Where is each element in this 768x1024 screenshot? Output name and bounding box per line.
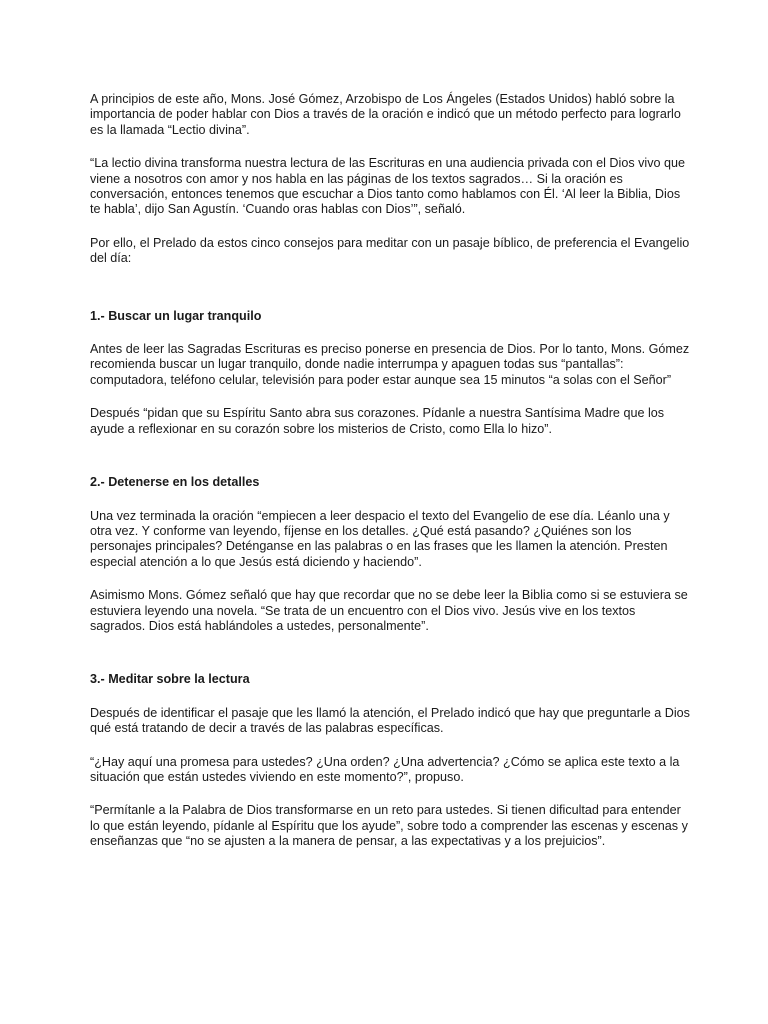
section-1-paragraph-1: Antes de leer las Sagradas Escrituras es preciso ponerse en presencia de Dios. Por lo tanto, Mons. Gómez recomienda buscar un lugar tranquilo, donde nadie interrumpa y apaguen todas sus “pantallas”: computadora, teléfono celular, televisión para poder estar aunque sea 15 minutos “a solas con el Señor” [90, 342, 690, 387]
section-2-paragraph-2: Asimismo Mons. Gómez señaló que hay que recordar que no se debe leer la Biblia como si se estuviera se estuviera leyendo una novela. “Se trata de un encuentro con el Dios vivo. Jesús vive en los textos sagrados. Dios está hablándoles a ustedes, personalmente”. [90, 588, 688, 633]
section-1-title: 1.- Buscar un lugar tranquilo [90, 308, 262, 323]
document-page [90, 92, 690, 868]
section-2-paragraph-1: Una vez terminada la oración “empiecen a leer despacio el texto del Evangelio de ese día. Léanlo una y otra vez. Y conforme van leyendo, fíjense en los detalles. ¿Qué está pasando? ¿Quiénes son los personajes principales? Deténganse en las palabras o en las frases que les llamen la atención. Presten especial atención a lo que Jesús está diciendo y haciendo”. [90, 508, 670, 569]
section-3-paragraph-2: “¿Hay aquí una promesa para ustedes? ¿Una orden? ¿Una advertencia? ¿Cómo se aplica este texto a la situación que están ustedes viviendo en este momento?”, propuso. [90, 754, 680, 784]
section-3-paragraph-1: Después de identificar el pasaje que les llamó la atención, el Prelado indicó que hay que preguntarle a Dios qué está tratando de decir a través de las palabras específicas. [90, 705, 690, 736]
intro-paragraph-3: Por ello, el Prelado da estos cinco consejos para meditar con un pasaje bíblico, de preferencia el Evangelio del día: [90, 235, 690, 266]
section-2-title: 2.- Detenerse en los detalles [90, 475, 260, 490]
intro-paragraph-1: A principios de este año, Mons. José Gómez, Arzobispo de Los Ángeles (Estados Unidos) habló sobre la importancia de poder hablar con Dios a través de la oración e indicó que un método perfecto para lograrlo es la llamada “Lectio divina”. [90, 92, 681, 137]
section-3-title: 3.- Meditar sobre la lectura [90, 672, 250, 687]
intro-paragraph-2: “La lectio divina transforma nuestra lectura de las Escrituras en una audiencia privada con el Dios vivo que viene a nosotros con amor y nos habla en las páginas de los textos sagrados… Si la oración es conversación, entonces tenemos que escuchar a Dios tanto como hablamos con Él. ‘Al leer la Biblia, Dios te habla’, dijo San Agustín. ‘Cuando oras hablas con Dios’”, señaló. [90, 156, 686, 217]
section-3-paragraph-3: “Permítanle a la Palabra de Dios transformarse en un reto para ustedes. Si tienen dificultad para entender lo que están leyendo, pídanle al Espíritu que los ayude”, sobre todo a comprender las escenas y escenas y enseñanzas que “no se ajusten a la manera de pensar, a las expectativas y a los prejuicios”. [90, 803, 688, 849]
section-1-paragraph-2: Después “pidan que su Espíritu Santo abra sus corazones. Pídanle a nuestra Santísima Madre que los ayude a reflexionar en su corazón sobre los misterios de Cristo, como Ella lo hizo”. [90, 406, 665, 436]
